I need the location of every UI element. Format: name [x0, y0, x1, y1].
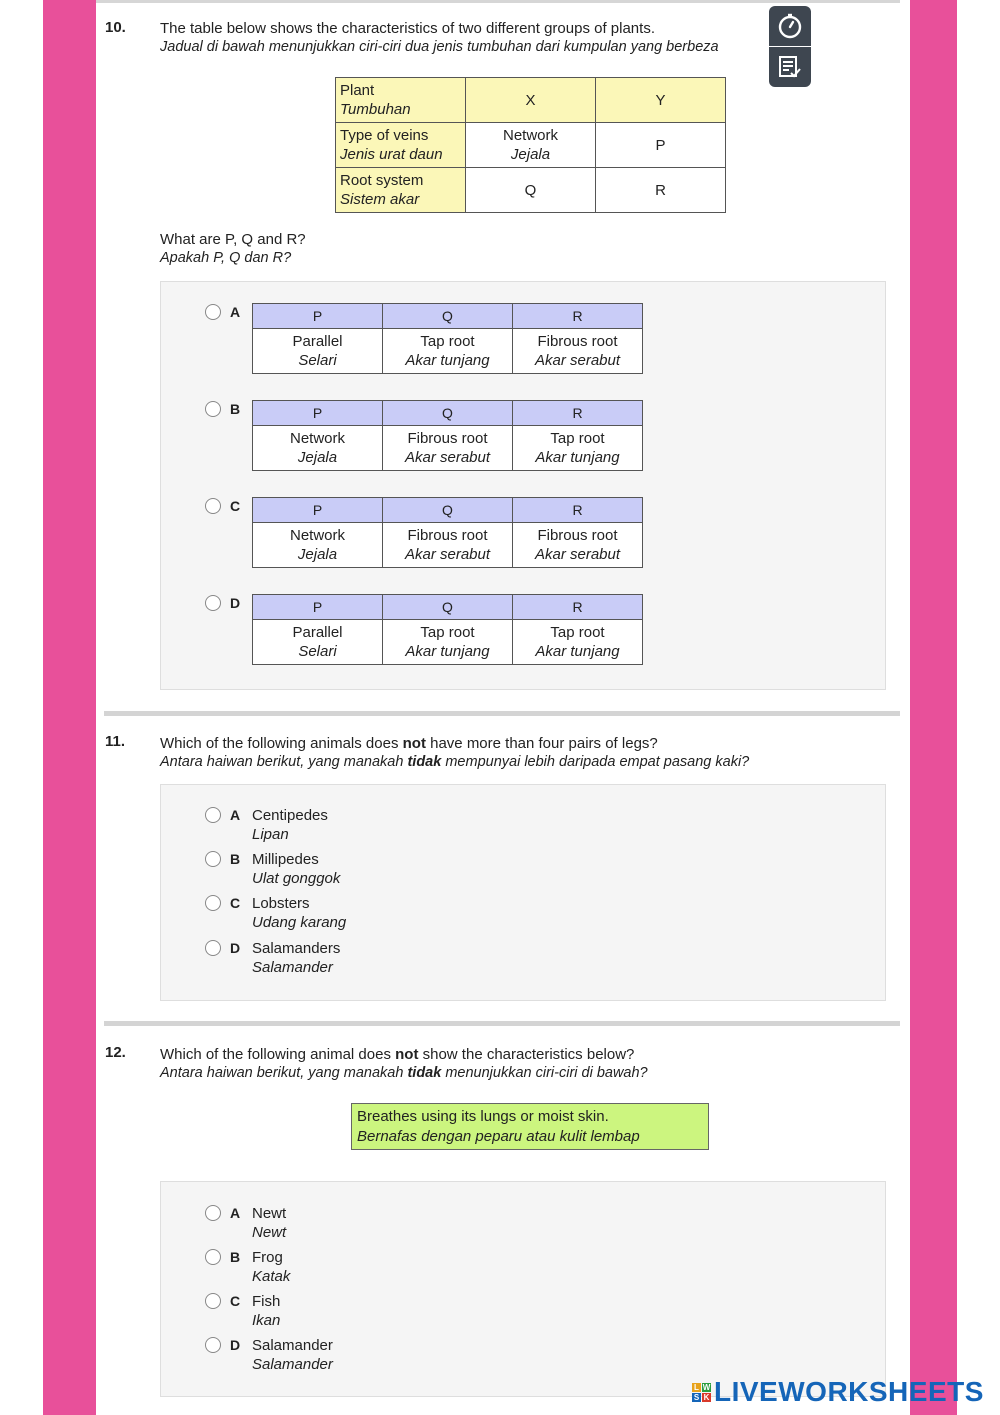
check-list-icon — [777, 54, 803, 80]
option-cell: Tap root Akar tunjang — [383, 620, 513, 665]
question-12-text-ms: Antara haiwan berikut, yang manakah tidak menunjukkan ciri-ciri di bawah? — [160, 1065, 648, 1081]
option-radio-q11-c[interactable] — [205, 895, 221, 911]
option-cell: Tap root Akar tunjang — [383, 329, 513, 374]
top-divider — [96, 0, 900, 3]
right-page-border — [910, 0, 957, 1415]
option-header-q: Q — [383, 304, 513, 329]
option-letter: B — [230, 1249, 241, 1265]
question-10-text-ms: Jadual di bawah menunjukkan ciri-ciri dua jenis tumbuhan dari kumpulan yang berbeza — [160, 39, 719, 55]
option-header-q: Q — [383, 498, 513, 523]
option-radio-q10-b[interactable] — [205, 401, 221, 417]
question-11-text-ms: Antara haiwan berikut, yang manakah tidak mempunyai lebih daripada empat pasang kaki? — [160, 754, 750, 770]
option-radio-q11-b[interactable] — [205, 851, 221, 867]
table-row-label-root: Root system Sistem akar — [336, 168, 466, 213]
left-page-border — [43, 0, 96, 1415]
option-cell: Network Jejala — [253, 523, 383, 568]
logo-mark-icon: L W S K — [693, 1382, 711, 1402]
option-header-q: Q — [383, 595, 513, 620]
option-letter: D — [230, 1337, 241, 1353]
option-table-q10-a — [252, 303, 643, 374]
question-12-text-en: Which of the following animal does not show the characteristics below? — [160, 1046, 635, 1063]
option-radio-q12-c[interactable] — [205, 1293, 221, 1309]
submit-button[interactable] — [769, 47, 811, 87]
option-cell: Tap root Akar tunjang — [513, 620, 643, 665]
option-cell: Parallel Selari — [253, 620, 383, 665]
option-cell: Tap root Akar tunjang — [513, 426, 643, 471]
option-radio-q11-d[interactable] — [205, 940, 221, 956]
table-header-plant: Plant Tumbuhan — [336, 78, 466, 123]
option-cell: Fibrous root Akar serabut — [383, 426, 513, 471]
table-header-y: Y — [596, 78, 726, 123]
option-text-q11-a: Centipedes Lipan — [252, 807, 328, 843]
option-text-q11-d: Salamanders Salamander — [252, 940, 341, 976]
option-letter: B — [230, 851, 241, 867]
option-letter: A — [230, 304, 241, 320]
liveworksheets-logo — [692, 1375, 984, 1409]
option-header-p: P — [253, 595, 383, 620]
option-table-q10-d — [252, 594, 643, 665]
option-cell: Network Jejala — [253, 426, 383, 471]
option-text-q11-b: Millipedes Ulat gonggok — [252, 851, 341, 887]
table-cell-x-root: Q — [466, 168, 596, 213]
option-text-q11-c: Lobsters Udang karang — [252, 895, 347, 931]
timer-button[interactable] — [769, 6, 811, 46]
option-letter: B — [230, 401, 241, 417]
option-header-r: R — [513, 498, 643, 523]
question-10-prompt-ms: Apakah P, Q dan R? — [160, 250, 292, 266]
option-radio-q12-a[interactable] — [205, 1205, 221, 1221]
question-11-number: 11. — [105, 733, 126, 750]
option-cell: Fibrous root Akar serabut — [383, 523, 513, 568]
logo-text: LIVEWORKSHEETS — [714, 1376, 984, 1407]
option-letter: A — [230, 1205, 241, 1221]
option-letter: C — [230, 498, 241, 514]
option-letter: C — [230, 1293, 241, 1309]
option-text-q12-c: Fish Ikan — [252, 1293, 281, 1329]
question-10-text-en: The table below shows the characteristics of two different groups of plants. — [160, 20, 655, 37]
question-divider — [104, 711, 900, 716]
characteristic-box: Breathes using its lungs or moist skin. Bernafas dengan peparu atau kulit lembap — [351, 1103, 709, 1150]
option-letter: D — [230, 940, 241, 956]
option-header-r: R — [513, 304, 643, 329]
table-row-label-veins: Type of veins Jenis urat daun — [336, 123, 466, 168]
stopwatch-icon — [777, 13, 803, 39]
option-radio-q12-b[interactable] — [205, 1249, 221, 1265]
option-text-q12-d: Salamander Salamander — [252, 1337, 333, 1373]
option-cell: Fibrous root Akar serabut — [513, 329, 643, 374]
option-header-q: Q — [383, 401, 513, 426]
option-letter: A — [230, 807, 241, 823]
question-10-prompt-en: What are P, Q and R? — [160, 231, 306, 248]
option-radio-q10-a[interactable] — [205, 304, 221, 320]
option-header-p: P — [253, 498, 383, 523]
plant-characteristics-table — [335, 77, 726, 213]
option-cell: Fibrous root Akar serabut — [513, 523, 643, 568]
table-header-x: X — [466, 78, 596, 123]
table-cell-y-veins: P — [596, 123, 726, 168]
question-11-text-en: Which of the following animals does not have more than four pairs of legs? — [160, 735, 658, 752]
option-radio-q12-d[interactable] — [205, 1337, 221, 1353]
option-letter: C — [230, 895, 241, 911]
option-table-q10-c — [252, 497, 643, 568]
option-text-q12-a: Newt Newt — [252, 1205, 287, 1241]
option-cell: Parallel Selari — [253, 329, 383, 374]
option-radio-q10-d[interactable] — [205, 595, 221, 611]
question-divider — [104, 1021, 900, 1026]
option-header-p: P — [253, 304, 383, 329]
question-12-number: 12. — [105, 1044, 126, 1061]
option-letter: D — [230, 595, 241, 611]
option-header-r: R — [513, 595, 643, 620]
question-10-number: 10. — [105, 19, 126, 36]
table-cell-x-veins: Network Jejala — [466, 123, 596, 168]
option-text-q12-b: Frog Katak — [252, 1249, 291, 1285]
option-radio-q11-a[interactable] — [205, 807, 221, 823]
option-radio-q10-c[interactable] — [205, 498, 221, 514]
option-header-p: P — [253, 401, 383, 426]
option-header-r: R — [513, 401, 643, 426]
option-table-q10-b — [252, 400, 643, 471]
table-cell-y-root: R — [596, 168, 726, 213]
